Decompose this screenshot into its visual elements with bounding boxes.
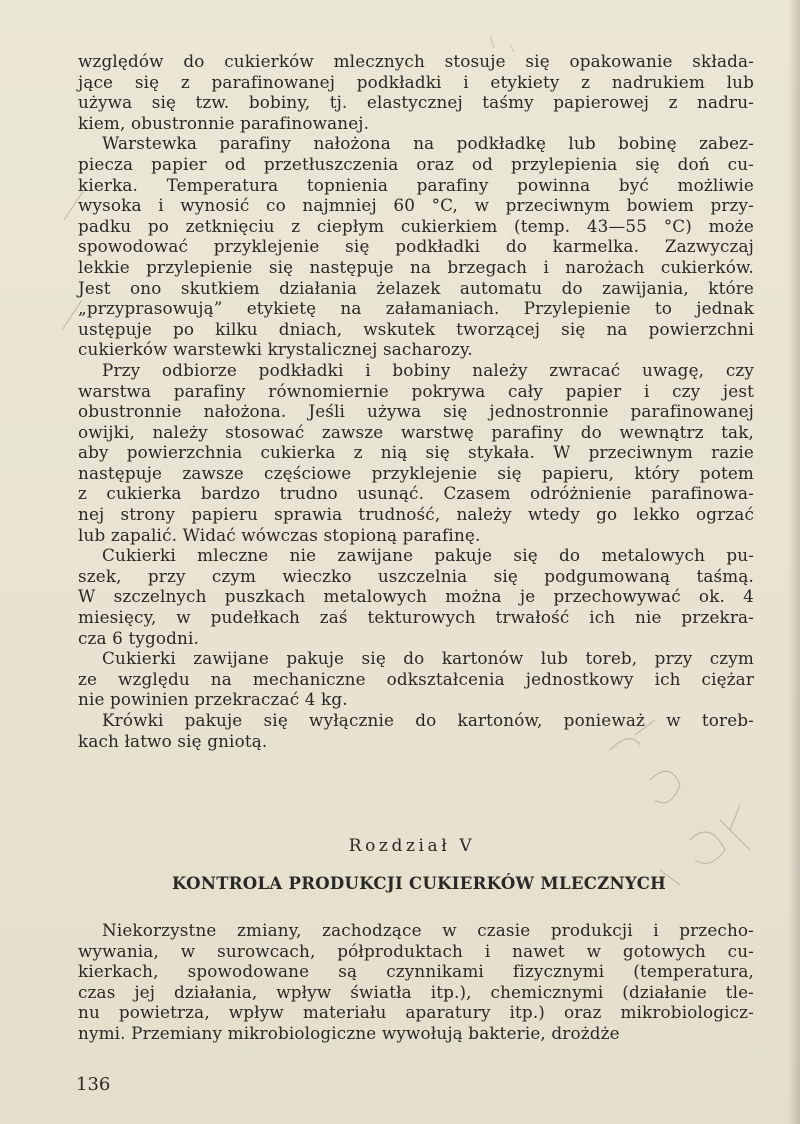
paragraph [78, 133, 754, 360]
text-line: Warstewka parafiny nałożona na podkładkę lub bobinę zabez- [102, 133, 754, 154]
text-line: miesięcy, w pudełkach zaś tekturowych trwałość ich nie przekra- [78, 607, 754, 628]
text-line: ustępuje po kilku dniach, wskutek tworzącej się na powierzchni [78, 318, 754, 339]
paragraph [78, 648, 754, 710]
page-number: 136 [76, 1074, 111, 1095]
text-line: warstwa parafiny równomiernie pokrywa cały papier i czy jest [78, 380, 754, 401]
paragraph [78, 51, 754, 133]
text-line: Przy odbiorze podkładki i bobiny należy zwracać uwagę, czy [102, 359, 754, 380]
text-line: wywania, w surowcach, półproduktach i nawet w gotowych cu- [78, 940, 754, 961]
text-line: jące się z parafinowanej podkładki i etykiety z nadrukiem lub [78, 71, 754, 92]
text-line: Jest ono skutkiem działania żelazek automatu do zawijania, które [78, 277, 754, 298]
text-line: „przyprasowują” etykietę na załamaniach. Przylepienie to jednak [78, 298, 754, 319]
text-line: nej strony papieru sprawia trudność, należy wtedy go lekko ogrzać [78, 504, 754, 525]
text-line: z cukierka bardzo trudno usunąć. Czasem odróżnienie parafinowa- [78, 483, 754, 504]
text-line: aby powierzchnia cukierka z nią się stykała. W przeciwnym razie [78, 442, 754, 463]
text-line: piecza papier od przetłuszczenia oraz od przylepienia się doń cu- [78, 153, 754, 174]
text-line: kiem, obustronnie parafinowanej. [78, 112, 370, 133]
text-line: cza 6 tygodni. [78, 627, 200, 648]
chapter-label: Rozdział V [348, 836, 476, 856]
paragraph [78, 360, 754, 545]
text-line: obustronnie nałożona. Jeśli używa się jednostronnie parafinowanej [78, 401, 754, 422]
text-line: W szczelnych puszkach metalowych można je przechowywać ok. 4 [78, 586, 754, 607]
text-line: Cukierki zawijane pakuje się do kartonów lub toreb, przy czym [102, 648, 754, 669]
text-line: używa się tzw. bobiny, tj. elastycznej taśmy papierowej z nadru- [78, 92, 754, 113]
bottom-text-block [78, 920, 754, 1044]
text-line: lub zapalić. Widać wówczas stopioną parafinę. [78, 524, 481, 545]
text-line: nymi. Przemiany mikrobiologiczne wywołują bakterie, drożdże [78, 1022, 620, 1043]
text-line: lekkie przylepienie się następuje na brzegach i narożach cukierków. [78, 256, 754, 277]
paragraph [78, 920, 754, 1044]
text-line: kierka. Temperatura topnienia parafiny powinna być możliwie [78, 174, 754, 195]
text-line: cukierków warstewki krystalicznej sacharozy. [78, 339, 473, 360]
text-line: czas jej działania, wpływ światła itp.), chemicznymi (działanie tle- [78, 981, 754, 1002]
paragraph [78, 710, 754, 751]
text-line: spowodować przyklejenie się podkładki do karmelka. Zazwyczaj [78, 236, 754, 257]
text-line: Cukierki mleczne nie zawijane pakuje się do metalowych pu- [102, 545, 754, 566]
text-line: Krówki pakuje się wyłącznie do kartonów, ponieważ w toreb- [102, 710, 754, 730]
text-line: względów do cukierków mlecznych stosuje się opakowanie składa- [78, 51, 754, 71]
text-line: następuje zawsze częściowe przyklejenie się papieru, który potem [78, 462, 754, 483]
text-line: owijki, należy stosować zawsze warstwę parafiny do wewnątrz tak, [78, 421, 754, 442]
text-line: padku po zetknięciu z ciepłym cukierkiem (temp. 43—55 °C) może [78, 215, 754, 236]
chapter-title: KONTROLA PRODUKCJI CUKIERKÓW MLECZNYCH [171, 874, 667, 893]
text-line: nie powinien przekraczać 4 kg. [78, 689, 348, 710]
text-line: Niekorzystne zmiany, zachodzące w czasie produkcji i przecho- [102, 920, 754, 940]
text-line: ze względu na mechaniczne odkształcenia jednostkowy ich ciężar [78, 668, 754, 689]
text-line: wysoka i wynosić co najmniej 60 °C, w przeciwnym bowiem przy- [78, 195, 754, 216]
text-line: kierkach, spowodowane są czynnikami fizycznymi (temperatura, [78, 961, 754, 982]
paragraph [78, 545, 754, 648]
text-line: szek, przy czym wieczko uszczelnia się podgumowaną taśmą. [78, 565, 754, 586]
top-text-block [78, 51, 754, 751]
text-line: kach łatwo się gniotą. [78, 730, 268, 751]
text-line: nu powietrza, wpływ materiału aparatury itp.) oraz mikrobiologicz- [78, 1002, 754, 1023]
